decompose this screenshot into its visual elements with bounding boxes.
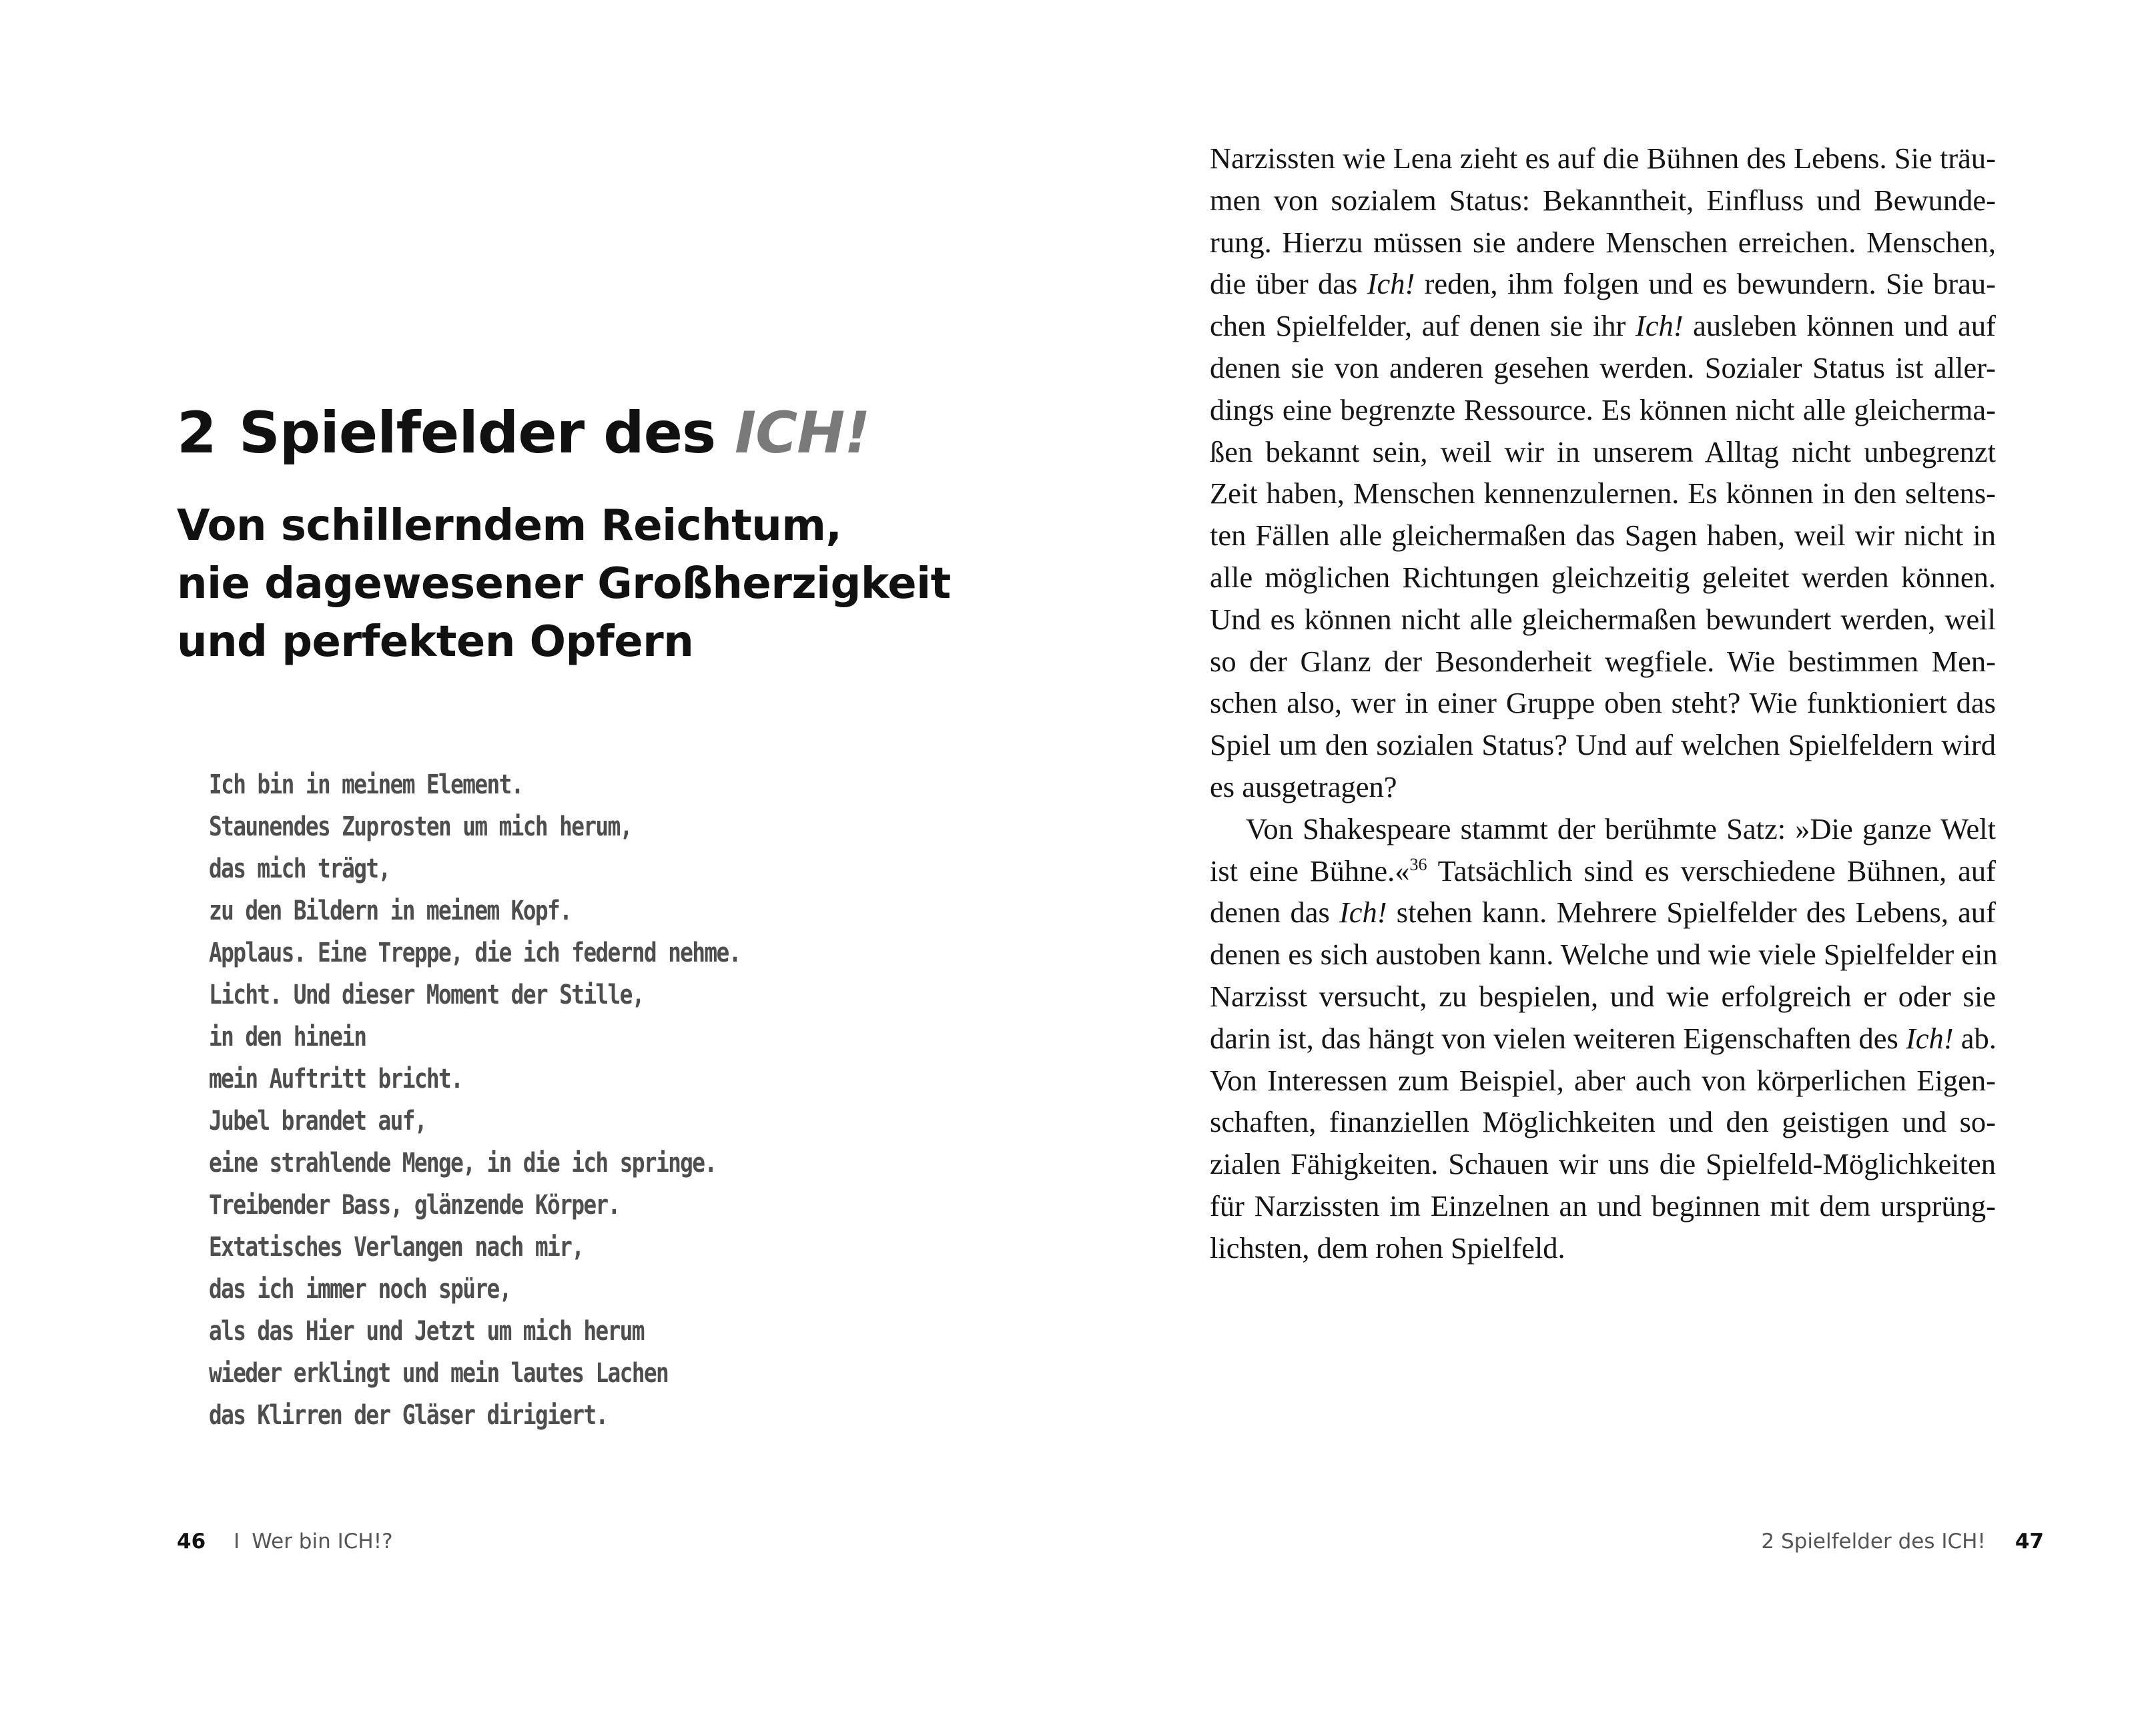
footer-right [1761, 1528, 2044, 1555]
emphasis-ich: Ich! [1367, 267, 1415, 301]
body-text-run: es ausgetragen? [1210, 769, 1397, 803]
body-text-run: Zeit haben, Menschen kennenzulernen. Es können in den seltens- [1210, 476, 1996, 510]
body-text-run: so der Glanz der Besonderheit wegfiele. Wie bestimmen Men- [1210, 644, 1996, 678]
footer-section-title: Wer bin ICH!? [252, 1529, 393, 1554]
poem [209, 764, 1010, 1437]
paragraph-2-rest [1210, 892, 1996, 1269]
body-line [1210, 1101, 1996, 1143]
body-line [1210, 347, 1996, 389]
poem-line: Treibender Bass, glänzende Körper. [209, 1190, 620, 1221]
body-line [1210, 599, 1996, 641]
body-text-run: Narzissten wie Lena zieht es auf die Bühnen des Lebens. Sie träu- [1210, 141, 1996, 175]
subtitle-line: nie dagewesener Großherzigkeit [177, 559, 951, 609]
emphasis-ich: Ich! [1635, 309, 1684, 343]
body-line [1210, 976, 1996, 1018]
body-line [1210, 557, 1996, 599]
body-text-run: darin ist, das hängt von vielen weiteren Eigenschaften des [1210, 1021, 1906, 1055]
body-text [1210, 137, 1996, 1269]
paragraph-2 [1210, 808, 1996, 1269]
body-text-run: denen es sich austoben kann. Welche und wie viele Spielfelder ein [1210, 938, 1998, 972]
body-line [1210, 180, 1996, 222]
chapter-subtitle [177, 497, 1044, 671]
poem-line: Ich bin in meinem Element. [209, 769, 523, 800]
body-text-run: Spiel um den sozialen Status? Und auf welchen Spielfeldern wird [1210, 728, 1996, 762]
body-text-run: die über das [1210, 267, 1367, 301]
body-text-run: Tatsächlich sind es verschiedene Bühnen, auf [1427, 853, 1997, 888]
body-text-run: schen also, wer in einer Gruppe oben steht? Wie funktioniert das [1210, 686, 1996, 720]
body-text-run: schaften, finanziellen Möglichkeiten und den geistigen und so- [1210, 1105, 1996, 1139]
footnote-marker: 36 [1409, 854, 1427, 874]
body-text-run: Und es können nicht alle gleichermaßen bewundert werden, weil [1210, 602, 1996, 636]
body-line [1210, 472, 1996, 514]
emphasis-ich: Ich! [1339, 896, 1387, 930]
poem-line: wieder erklingt und mein lautes Lachen [209, 1358, 669, 1389]
body-line [1210, 305, 1996, 347]
emphasis-ich: Ich! [1905, 1021, 1954, 1055]
body-line [1210, 641, 1996, 683]
body-line [1210, 514, 1996, 557]
chapter-number: 2 [177, 400, 216, 466]
body-line [1210, 724, 1996, 766]
subtitle-line: Von schillerndem Reichtum, [177, 501, 842, 551]
body-text-run: dings eine begrenzte Ressource. Es können nicht alle gleicherma- [1210, 392, 1996, 426]
body-text-run: für Narzissten im Einzelnen an und beginnen mit dem ursprüng- [1210, 1188, 1996, 1223]
poem-line: in den hinein [209, 1022, 366, 1052]
body-line [1210, 222, 1996, 264]
body-line [1210, 1018, 1996, 1060]
poem-line: das Klirren der Gläser dirigiert. [209, 1400, 608, 1431]
poem-line: Jubel brandet auf, [209, 1106, 426, 1136]
footer-separator: I [234, 1529, 240, 1554]
body-line: Von Shakespeare stammt der berühmte Satz: »Die ganze Welt [1246, 811, 1996, 845]
body-text-run: lichsten, dem rohen Spielfeld. [1210, 1231, 1565, 1265]
poem-line: eine strahlende Menge, in die ich springe. [209, 1148, 717, 1178]
page-number-right: 47 [2015, 1529, 2044, 1554]
body-text-run: denen sie von anderen gesehen werden. Sozialer Status ist aller- [1210, 350, 1996, 384]
body-text-run: Narzisst versucht, zu bespielen, und wie erfolgreich er oder sie [1210, 979, 1996, 1013]
body-text-run: Von Interessen zum Beispiel, aber auch von körperlichen Eigen- [1210, 1063, 1996, 1097]
poem-line: Licht. Und dieser Moment der Stille, [209, 980, 644, 1010]
poem-line: als das Hier und Jetzt um mich herum [209, 1316, 644, 1347]
body-line [1210, 137, 1996, 180]
chapter-heading [177, 400, 1044, 466]
body-line [1210, 934, 1996, 976]
poem-line: das ich immer noch spüre, [209, 1274, 511, 1305]
poem-line: Applaus. Eine Treppe, die ich federnd nehme. [209, 938, 741, 968]
body-text-run: stehen kann. Mehrere Spielfelder des Lebens, auf [1387, 896, 1996, 930]
body-text-run: zialen Fähigkeiten. Schauen wir uns die Spielfeld-Möglichkeiten [1210, 1147, 1996, 1181]
body-line [1210, 263, 1996, 305]
poem-line: zu den Bildern in meinem Kopf. [209, 896, 572, 926]
paragraph-1 [1210, 137, 1996, 808]
subtitle-line: und perfekten Opfern [177, 617, 694, 667]
body-line [1210, 1227, 1996, 1269]
chapter-title-highlight: ICH! [735, 400, 870, 466]
body-line [1210, 431, 1996, 473]
body-line [1210, 1185, 1996, 1227]
body-line [1210, 682, 1996, 724]
footer-left [177, 1528, 393, 1555]
poem-line: das mich trägt, [209, 853, 390, 884]
body-text-run: chen Spielfelder, auf denen sie ihr [1210, 309, 1636, 343]
body-text-run: alle möglichen Richtungen gleichzeitig geleitet werden können. [1210, 560, 1996, 594]
body-line [1210, 850, 1996, 892]
poem-line: Staunendes Zuprosten um mich herum, [209, 811, 632, 842]
body-text-run: denen das [1210, 896, 1339, 930]
body-text-run: ist eine Bühne.« [1210, 853, 1410, 888]
body-line [1210, 1143, 1996, 1185]
body-line [1210, 892, 1996, 934]
body-text-run: ßen bekannt sein, weil wir in unserem Alltag nicht unbegrenzt [1210, 434, 1996, 468]
body-line [1210, 766, 1996, 808]
body-text-run: ausleben können und auf [1683, 309, 1997, 343]
body-text-run: rung. Hierzu müssen sie andere Menschen erreichen. Menschen, [1210, 225, 1996, 259]
body-line [1210, 389, 1996, 431]
body-text-run: ten Fällen alle gleichermaßen das Sagen haben, weil wir nicht in [1210, 519, 1996, 553]
page-number-left: 46 [177, 1529, 206, 1554]
poem-line: Extatisches Verlangen nach mir, [209, 1232, 584, 1263]
body-text-run: reden, ihm folgen und es bewundern. Sie brau- [1415, 267, 1996, 301]
running-head: 2 Spielfelder des ICH! [1761, 1529, 1986, 1554]
body-text-run: ab. [1953, 1021, 1997, 1055]
poem-line: mein Auftritt bricht. [209, 1064, 463, 1094]
chapter-title: Spielfelder des [238, 400, 716, 466]
body-text-run: men von sozialem Status: Bekanntheit, Einfluss und Bewunde- [1210, 183, 1996, 217]
body-line [1210, 1060, 1996, 1102]
